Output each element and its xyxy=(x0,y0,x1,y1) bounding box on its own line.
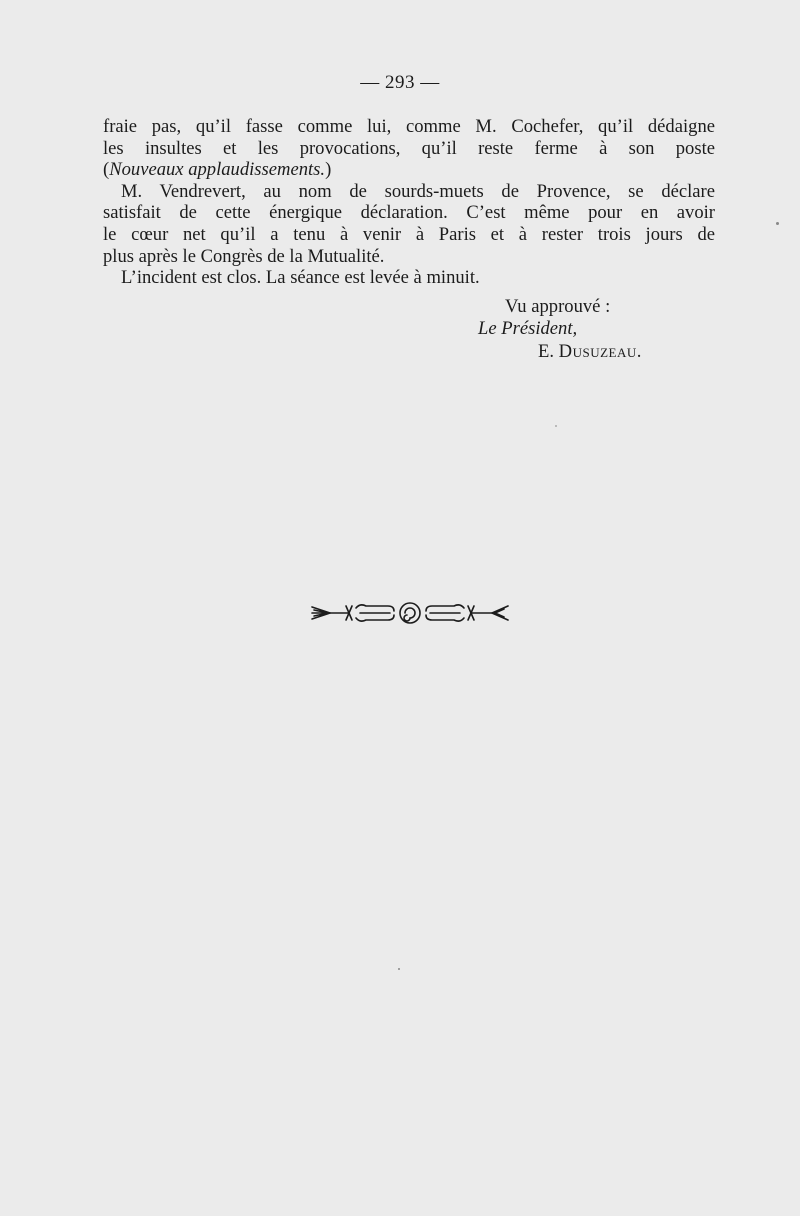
page-number: — 293 — xyxy=(360,72,440,93)
approval-text: Vu approuvé : xyxy=(505,296,611,317)
president-title: Le Président, xyxy=(478,318,578,339)
paragraph-2-line-3: le cœur net qu’il a tenu à venir à Paris et à rester trois jours de xyxy=(103,223,715,245)
name-initial: E. xyxy=(538,341,559,362)
paragraph-2-line-2: satisfait de cette énergique déclaration. C’est même pour en avoir xyxy=(103,202,715,224)
applause-note: Nouveaux applaudissements. xyxy=(109,159,326,181)
surname: Dusuzeau. xyxy=(558,341,642,362)
paragraph-1-line-2: les insultes et les provocations, qu’il reste ferme à son poste xyxy=(103,137,715,159)
paragraph-1-line-1: fraie pas, qu’il fasse comme lui, comme M. Cochefer, qu’il dédaigne xyxy=(103,116,715,137)
paper-speck xyxy=(776,222,779,225)
paragraph-1-line-3 xyxy=(103,159,715,181)
paragraph-2-line-1: M. Vendrevert, au nom de sourds-muets de Provence, se déclare xyxy=(121,180,715,202)
body-text xyxy=(103,116,715,289)
paper-speck xyxy=(555,425,557,427)
signature-block xyxy=(0,296,800,376)
paragraph-2-line-4: plus après le Congrès de la Mutualité. xyxy=(103,245,385,267)
president-name xyxy=(538,341,642,363)
close-paren: ) xyxy=(325,159,332,181)
paper-speck xyxy=(398,968,400,970)
paragraph-3-line-1: L’incident est clos. La séance est levée à minuit. xyxy=(121,267,480,289)
decorative-vignette-icon xyxy=(308,598,512,634)
open-paren: ( xyxy=(103,159,110,181)
